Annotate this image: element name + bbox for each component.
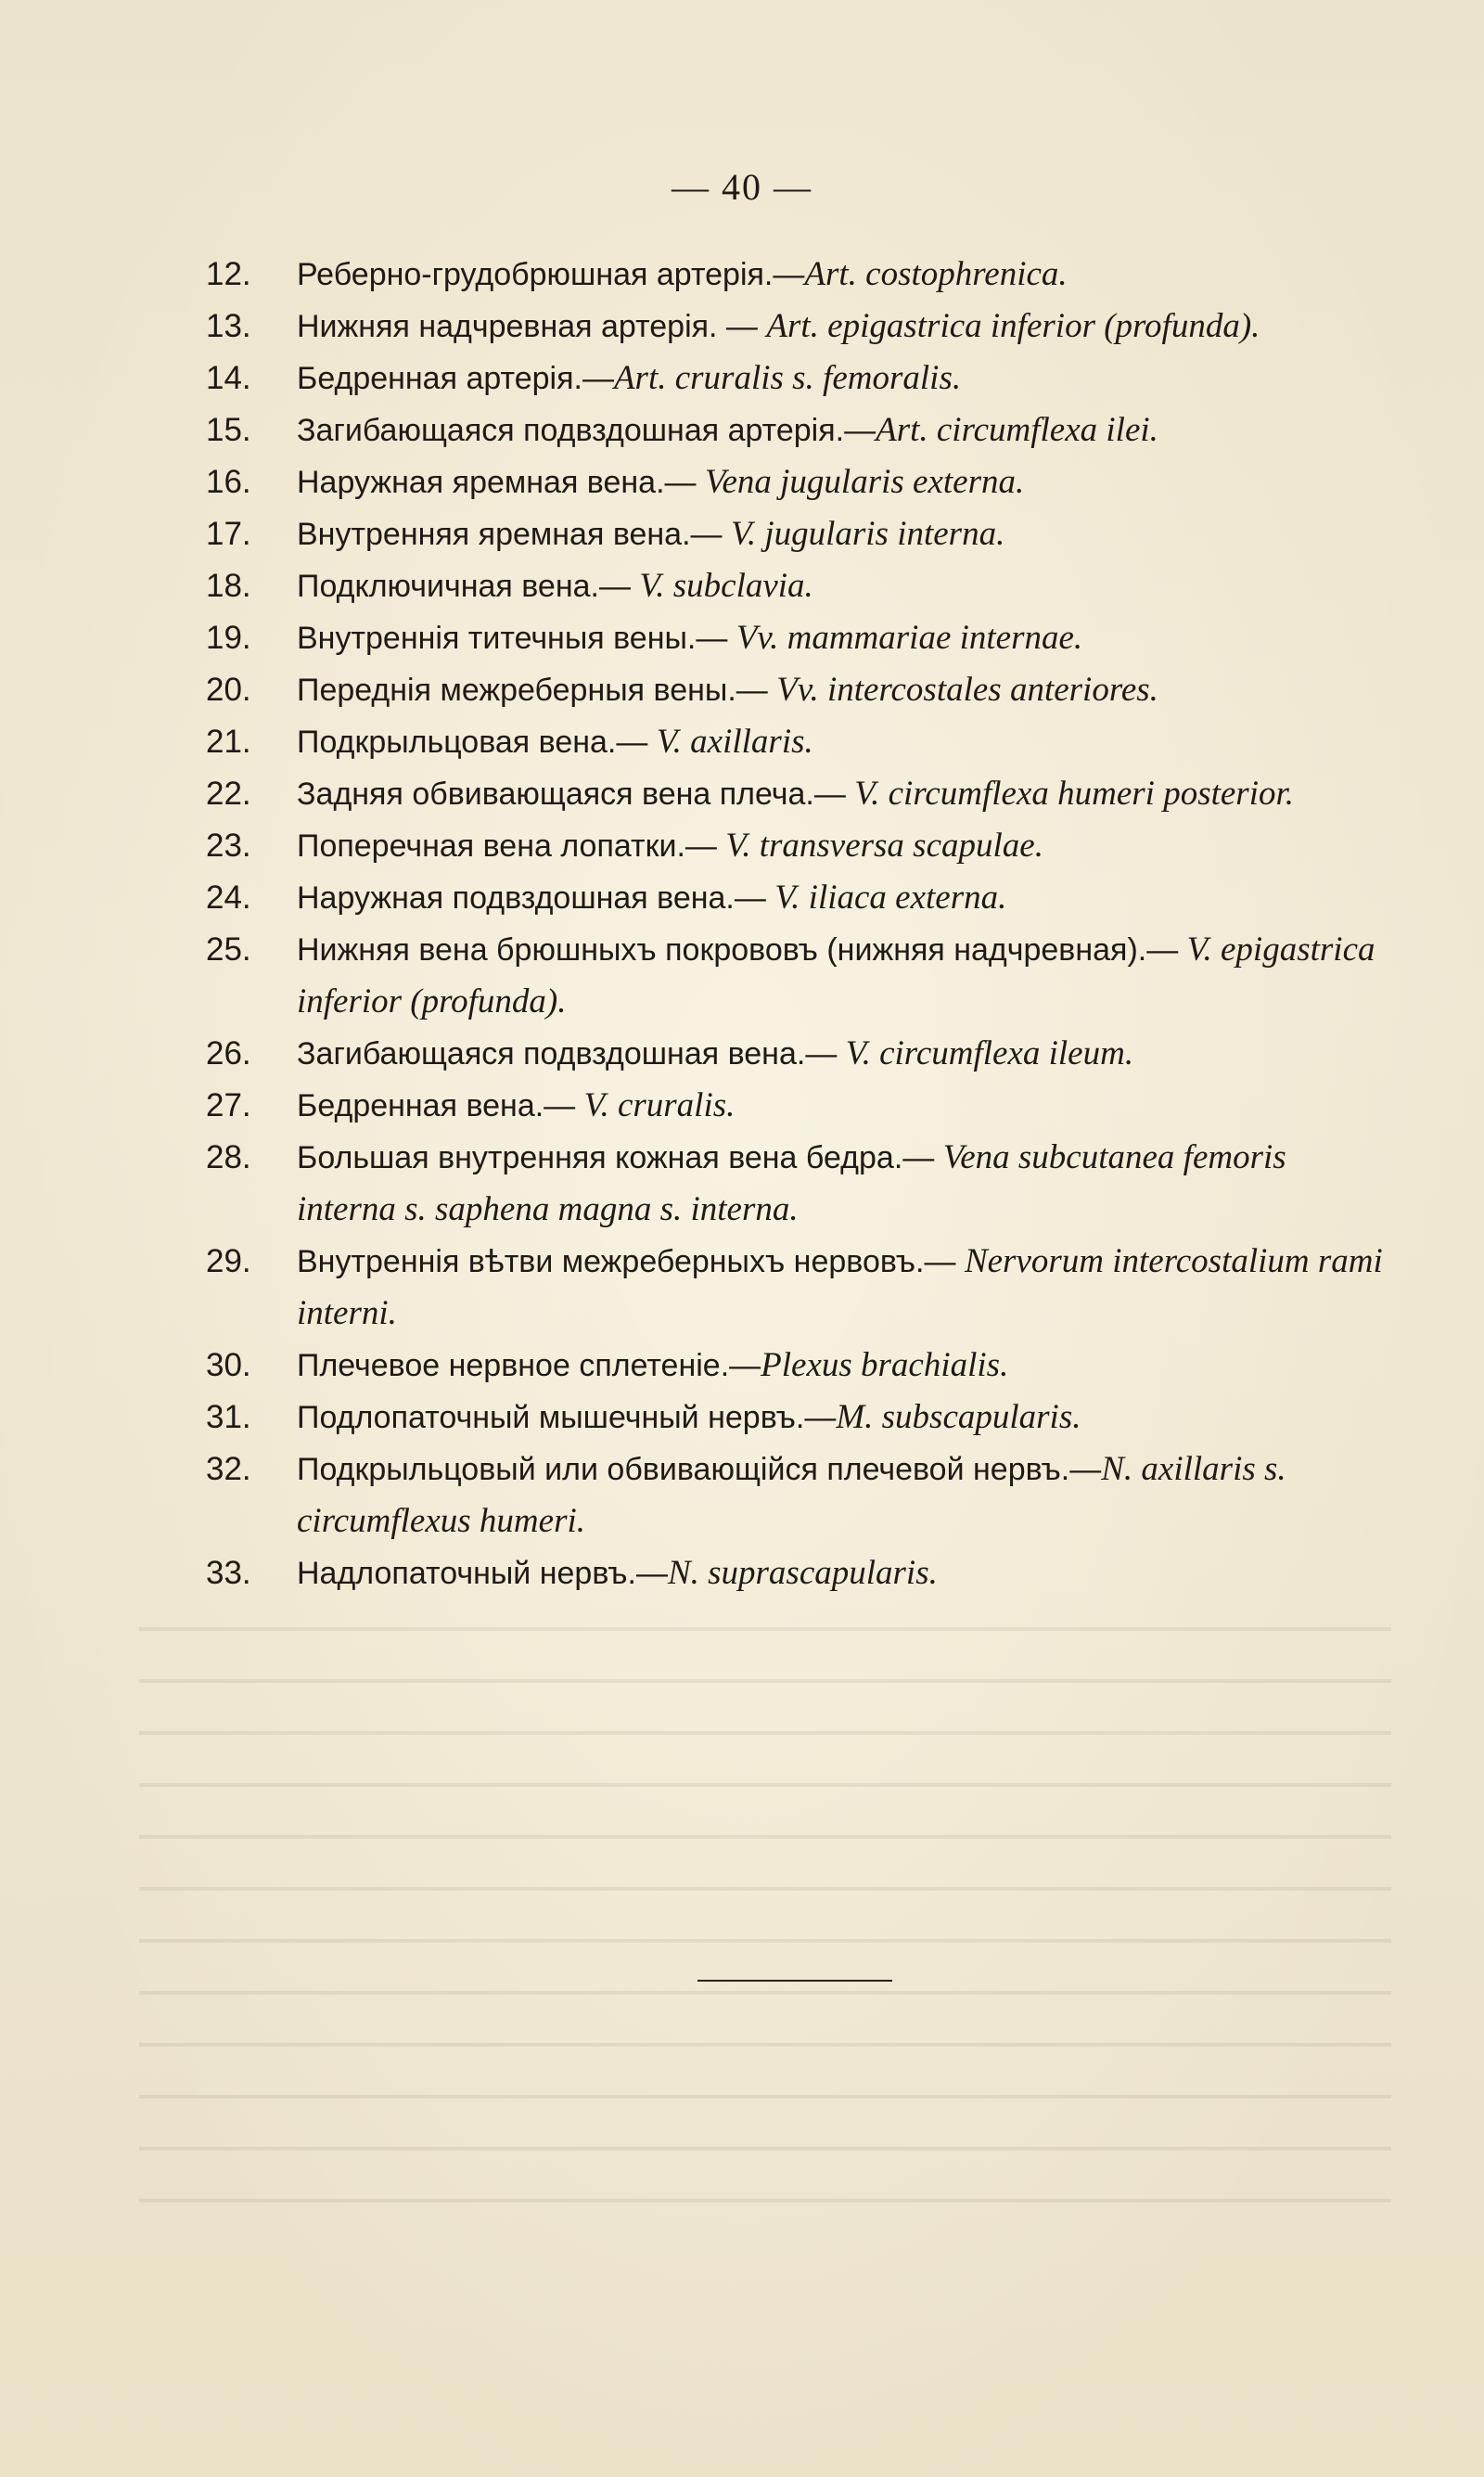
entry-number: 23.	[206, 828, 251, 864]
legend-entry	[206, 924, 1393, 1028]
entry-russian-term: Плечевое нервное сплетеніе.—	[297, 1348, 761, 1383]
entry-text	[297, 301, 1393, 353]
legend-entry	[206, 664, 1393, 716]
entry-latin-term: V. jugularis interna.	[730, 515, 1005, 553]
entry-russian-term: Нижняя вена брюшныхъ покрововъ (нижняя надчревная).—	[297, 932, 1187, 968]
legend-entry	[206, 1080, 1393, 1132]
entry-russian-term: Надлопаточный нервъ.—	[297, 1556, 668, 1591]
entry-russian-term: Наружная подвздошная вена.—	[297, 880, 775, 916]
entry-number: 24.	[206, 879, 251, 916]
entry-text	[297, 1444, 1393, 1547]
entry-number: 26.	[206, 1035, 251, 1072]
entry-latin-term: Art. costophrenica.	[804, 255, 1068, 293]
entry-latin-term: V. transversa scapulae.	[725, 827, 1043, 865]
entry-russian-term: Загибающаяся подвздошная артерія.—	[297, 413, 876, 448]
bleed-through-text	[139, 1596, 1391, 2245]
end-rule	[697, 1980, 892, 1982]
entry-russian-term: Реберно-грудобрюшная артерія.—	[297, 257, 805, 292]
legend-entry	[206, 456, 1393, 508]
legend-entry	[206, 1340, 1393, 1392]
entry-number: 28.	[206, 1139, 251, 1175]
entry-text	[297, 1080, 1393, 1132]
entry-text	[297, 612, 1393, 664]
entry-number: 21.	[206, 724, 251, 760]
entry-text	[297, 768, 1393, 820]
legend-entry	[206, 612, 1393, 664]
entry-number: 27.	[206, 1087, 251, 1123]
legend-entry	[206, 1236, 1393, 1340]
entry-latin-term: V. subclavia.	[639, 567, 813, 605]
entry-number: 30.	[206, 1347, 251, 1383]
legend-entry	[206, 560, 1393, 612]
entry-text	[297, 404, 1393, 456]
entry-text	[297, 820, 1393, 872]
legend-entry	[206, 353, 1393, 404]
entry-latin-term: Vv. mammariae internae.	[736, 619, 1083, 657]
legend-entry	[206, 820, 1393, 872]
entry-number: 22.	[206, 776, 251, 812]
entry-number: 33.	[206, 1555, 251, 1591]
entry-text	[297, 716, 1393, 768]
entry-text	[297, 1236, 1393, 1340]
legend-entry	[206, 768, 1393, 820]
entry-number: 25.	[206, 931, 251, 968]
entry-latin-term: N. axillaris s. circumflexus humeri.	[297, 1450, 1286, 1540]
entry-number: 29.	[206, 1243, 251, 1279]
legend-entry	[206, 508, 1393, 560]
entry-text	[297, 456, 1393, 508]
entry-latin-term: Plexus brachialis.	[761, 1346, 1009, 1384]
entry-russian-term: Подлопаточный мышечный нервъ.—	[297, 1400, 837, 1435]
entry-russian-term: Подключичная вена.—	[297, 569, 640, 604]
entry-latin-term: Art. epigastrica inferior (profunda).	[766, 307, 1260, 345]
entry-latin-term: M. subscapularis.	[836, 1398, 1081, 1436]
entry-russian-term: Подкрыльцовый или обвивающійся плечевой нервъ.—	[297, 1452, 1102, 1487]
entry-number: 32.	[206, 1451, 251, 1487]
entry-text	[297, 924, 1393, 1028]
entry-latin-term: Art. circumflexa ilei.	[876, 411, 1158, 449]
legend-entry	[206, 1132, 1393, 1236]
entry-text	[297, 664, 1393, 716]
entry-number: 18.	[206, 568, 251, 604]
entry-number: 12.	[206, 256, 251, 292]
legend-entry	[206, 872, 1393, 924]
legend-entry	[206, 301, 1393, 353]
entry-russian-term: Большая внутренняя кожная вена бедра.—	[297, 1140, 943, 1175]
page-number: — 40 —	[672, 166, 812, 208]
entry-russian-term: Загибающаяся подвздошная вена.—	[297, 1036, 846, 1072]
entry-text	[297, 560, 1393, 612]
entry-text	[297, 1132, 1393, 1236]
entry-russian-term: Внутреннія вѣтви межреберныхъ нервовъ.—	[297, 1244, 965, 1279]
entry-number: 15.	[206, 412, 251, 448]
entry-number: 20.	[206, 672, 251, 708]
anatomy-legend-list	[206, 249, 1393, 1599]
entry-number: 31.	[206, 1399, 251, 1435]
entry-number: 13.	[206, 308, 251, 344]
entry-text	[297, 249, 1393, 301]
entry-russian-term: Задняя обвивающаяся вена плеча.—	[297, 776, 855, 812]
entry-russian-term: Бедренная вена.—	[297, 1088, 584, 1123]
entry-number: 14.	[206, 360, 251, 396]
entry-latin-term: V. circumflexa ileum.	[845, 1034, 1134, 1072]
entry-latin-term: V. axillaris.	[656, 723, 813, 761]
entry-russian-term: Подкрыльцовая вена.—	[297, 725, 657, 760]
entry-text	[297, 872, 1393, 924]
legend-entry	[206, 716, 1393, 768]
entry-latin-term: V. circumflexa humeri posterior.	[854, 775, 1295, 813]
entry-text	[297, 1392, 1393, 1444]
legend-entry	[206, 1028, 1393, 1080]
entry-text	[297, 353, 1393, 404]
entry-latin-term: V. iliaca externa.	[774, 879, 1007, 917]
entry-text	[297, 1547, 1393, 1599]
entry-number: 19.	[206, 620, 251, 656]
entry-latin-term: Nervorum intercostalium rami interni.	[297, 1242, 1383, 1332]
entry-russian-term: Поперечная вена лопатки.—	[297, 828, 726, 864]
entry-number: 16.	[206, 464, 251, 500]
entry-number: 17.	[206, 516, 251, 552]
legend-entry	[206, 404, 1393, 456]
entry-russian-term: Бедренная артерія.—	[297, 361, 614, 396]
entry-latin-term: N. suprascapularis.	[667, 1554, 938, 1592]
entry-latin-term: V. epigastrica inferior (profunda).	[297, 930, 1375, 1020]
entry-russian-term: Нижняя надчревная артерія. —	[297, 309, 767, 344]
legend-entry	[206, 1392, 1393, 1444]
entry-russian-term: Внутреннія титечныя вены.—	[297, 621, 736, 656]
entry-russian-term: Внутренняя яремная вена.—	[297, 517, 731, 552]
entry-latin-term: Vena jugularis externa.	[704, 463, 1025, 501]
entry-text	[297, 508, 1393, 560]
entry-latin-term: Vv. intercostales anteriores.	[776, 671, 1158, 709]
entry-text	[297, 1340, 1393, 1392]
entry-russian-term: Наружная яремная вена.—	[297, 465, 705, 500]
entry-latin-term: Art. cruralis s. femoralis.	[613, 359, 962, 397]
legend-entry	[206, 1444, 1393, 1547]
entry-latin-term: V. cruralis.	[583, 1086, 736, 1124]
legend-entry	[206, 1547, 1393, 1599]
entry-latin-term: Vena subcutanea femoris interna s. saphena magna s. interna.	[297, 1138, 1286, 1228]
legend-entry	[206, 249, 1393, 301]
entry-text	[297, 1028, 1393, 1080]
entry-russian-term: Переднія межреберныя вены.—	[297, 673, 777, 708]
